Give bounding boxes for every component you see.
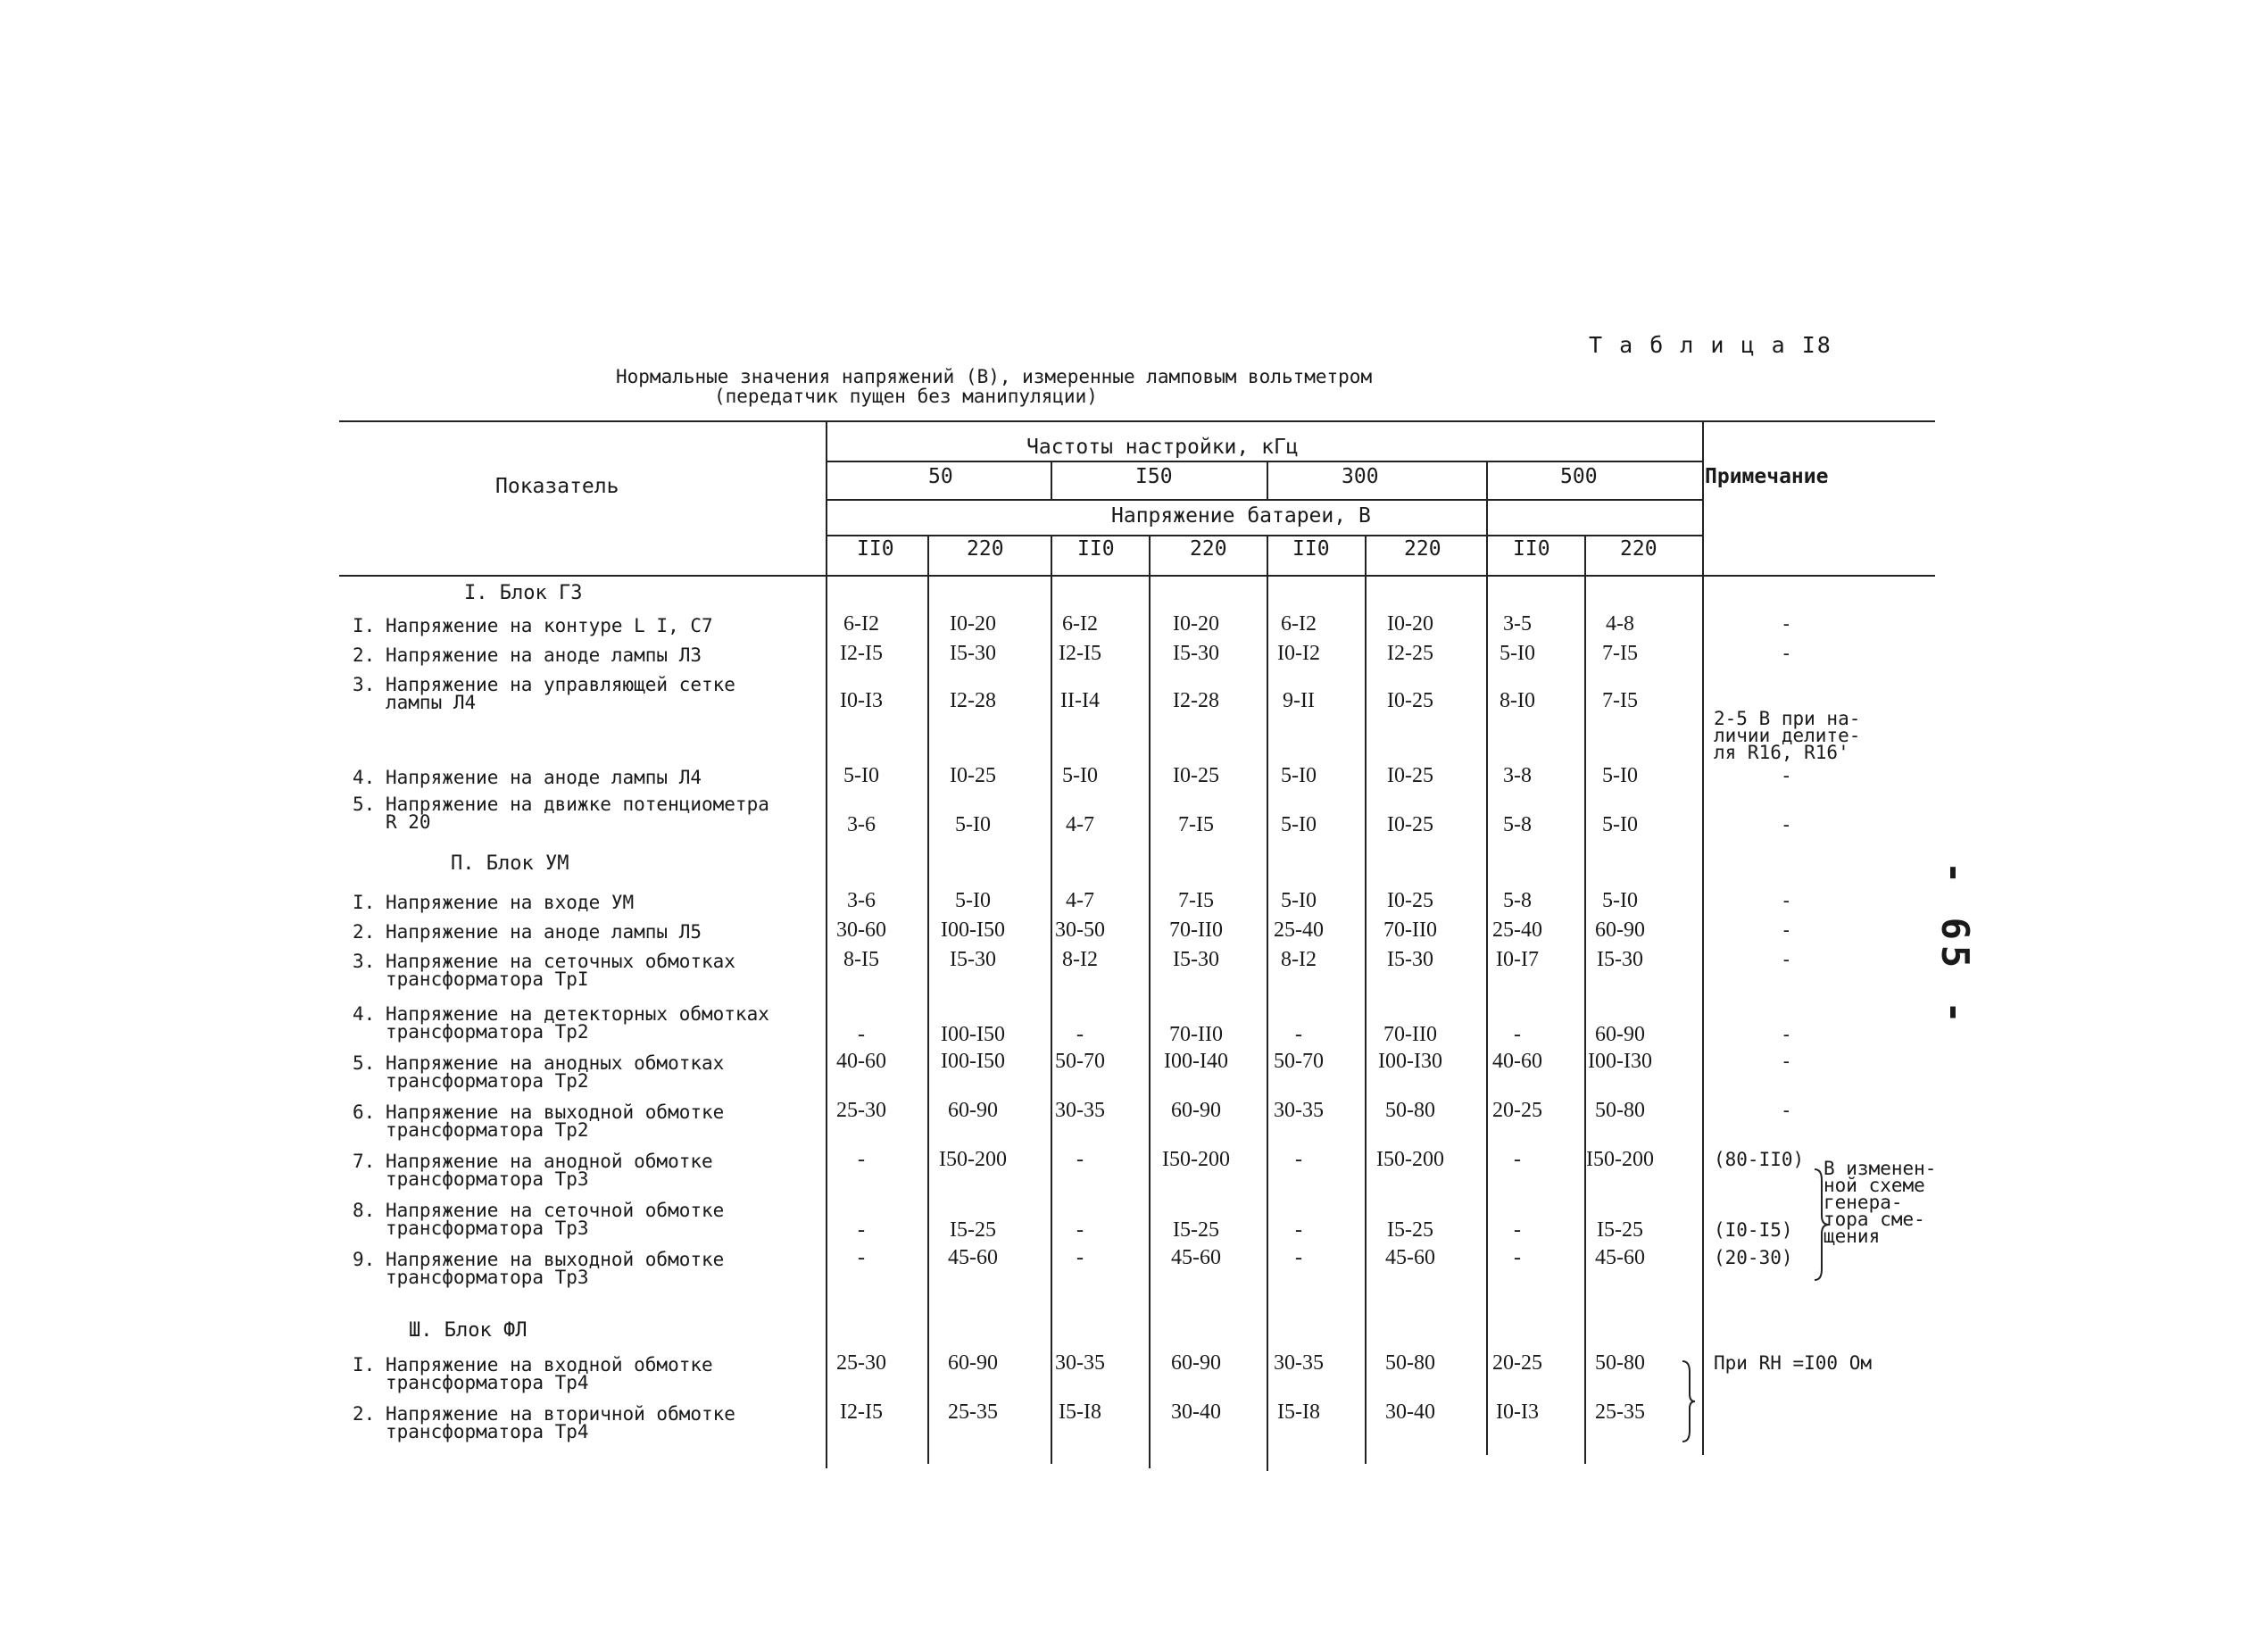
row-note <box>1714 1247 1793 1268</box>
row-note-line: - <box>1781 613 1792 635</box>
row-note <box>1781 1053 1792 1070</box>
row-label: Напряжение на сеточных обмотках <box>386 951 735 972</box>
row-note-line: - <box>1781 1024 1792 1045</box>
value-cell: 60-90 <box>1171 1351 1221 1375</box>
value-cell: 5-I0 <box>1062 764 1098 787</box>
section-title: Ш. Блок ФЛ <box>409 1319 528 1342</box>
value-cell: 5-I0 <box>1281 764 1317 787</box>
value-cell: - <box>1514 1218 1521 1242</box>
value-cell: 45-60 <box>1595 1246 1645 1269</box>
row-number: 2. <box>353 921 376 943</box>
row-note <box>1714 1151 1804 1168</box>
row-note-line: - <box>1781 1100 1792 1121</box>
row-note-line: - <box>1781 814 1792 835</box>
row-label: Напряжение на анодных обмотках <box>386 1052 725 1074</box>
value-cell: - <box>858 1148 865 1171</box>
value-cell: 6-I2 <box>843 612 879 636</box>
value-cell: I5-30 <box>1387 948 1433 971</box>
value-cell: 5-I0 <box>1602 813 1638 836</box>
value-cell: 7-I5 <box>1602 642 1638 665</box>
row-note <box>1781 1102 1792 1119</box>
value-cell: 3-5 <box>1503 612 1532 636</box>
value-cell: - <box>1514 1148 1521 1171</box>
row-note <box>1714 1219 1793 1241</box>
value-cell: 25-40 <box>1274 918 1324 942</box>
voltage-header: 220 <box>1620 537 1657 561</box>
row-note-line: ля R16, R16' <box>1714 742 1849 763</box>
voltage-header: II0 <box>1077 537 1115 561</box>
value-cell: 5-I0 <box>1281 889 1317 912</box>
value-cell: I5-30 <box>950 948 996 971</box>
row-number: 6. <box>353 1101 376 1123</box>
value-cell: 7-I5 <box>1178 813 1214 836</box>
value-cell: 5-I0 <box>1281 813 1317 836</box>
value-cell: 50-80 <box>1595 1351 1645 1375</box>
value-cell: I0-20 <box>950 612 996 636</box>
voltage-header: 220 <box>1404 537 1441 561</box>
value-cell: - <box>1076 1246 1084 1269</box>
value-cell: 5-8 <box>1503 889 1532 912</box>
value-cell: 30-35 <box>1055 1351 1105 1375</box>
value-cell: 50-80 <box>1385 1351 1435 1375</box>
value-cell: 70-II0 <box>1383 1023 1437 1046</box>
value-cell: 50-80 <box>1595 1099 1645 1122</box>
value-cell: 20-25 <box>1492 1351 1542 1375</box>
value-cell: 45-60 <box>1171 1246 1221 1269</box>
value-cell: - <box>1295 1148 1302 1171</box>
value-cell: - <box>1076 1148 1084 1171</box>
freq-300-header: 300 <box>1342 465 1379 488</box>
value-cell: 9-II <box>1283 689 1315 712</box>
value-cell: 45-60 <box>948 1246 998 1269</box>
value-cell: 30-50 <box>1055 918 1105 942</box>
value-cell: I5-30 <box>950 642 996 665</box>
value-cell: I0-I2 <box>1277 642 1320 665</box>
row-note <box>1781 765 1792 786</box>
row-label-continued: трансформатора Тр2 <box>386 1070 589 1092</box>
row-number: 2. <box>353 644 376 666</box>
value-cell: 30-40 <box>1171 1400 1221 1424</box>
table-number-label: Т а б л и ц а I8 <box>1589 332 1832 358</box>
value-cell: 3-6 <box>847 813 876 836</box>
value-cell: 25-35 <box>948 1400 998 1424</box>
value-cell: 6-I2 <box>1062 612 1098 636</box>
value-cell: 45-60 <box>1385 1246 1435 1269</box>
brace-note-line: тора сме- <box>1824 1209 1925 1230</box>
value-cell: I0-25 <box>1387 889 1433 912</box>
value-cell: I5-25 <box>1173 1218 1219 1242</box>
row-note-line: - <box>1781 949 1792 970</box>
row-note-line: личии делите- <box>1714 725 1861 746</box>
row-note <box>1781 949 1792 970</box>
value-cell: 25-40 <box>1492 918 1542 942</box>
value-cell: 40-60 <box>836 1050 886 1073</box>
value-cell: I2-25 <box>1387 642 1433 665</box>
indicator-column-header: Показатель <box>495 475 619 498</box>
value-cell: I5-30 <box>1173 642 1219 665</box>
value-cell: I50-200 <box>1162 1148 1230 1171</box>
table-title-line1: Нормальные значения напряжений (В), измеренные ламповым вольтметром <box>616 366 1373 387</box>
row-label: Напряжение на аноде лампы Л3 <box>386 644 702 666</box>
row-label: Напряжение на детекторных обмотках <box>386 1003 769 1025</box>
row-label: Напряжение на контуре L I, C7 <box>386 615 713 636</box>
value-cell: - <box>1514 1246 1521 1269</box>
value-cell: 30-35 <box>1055 1099 1105 1122</box>
freq-50-header: 50 <box>928 465 953 488</box>
value-cell: 40-60 <box>1492 1050 1542 1073</box>
row-number: 8. <box>353 1200 376 1221</box>
value-cell: - <box>1295 1218 1302 1242</box>
row-label: Напряжение на выходной обмотке <box>386 1101 725 1123</box>
row-number: 3. <box>353 951 376 972</box>
value-cell: 60-90 <box>1595 918 1645 942</box>
row-note <box>1781 919 1792 941</box>
row-label-continued: трансформатора Тр4 <box>386 1372 589 1393</box>
value-cell: I2-I5 <box>840 1400 883 1424</box>
row-note-line: - <box>1781 765 1792 786</box>
note-column-header: Примечание <box>1705 465 1829 488</box>
row-note <box>1714 708 1861 763</box>
row-number: 5. <box>353 1052 376 1074</box>
row-label-continued: лампы Л4 <box>386 692 477 713</box>
value-cell: I00-I30 <box>1588 1050 1652 1073</box>
value-cell: II-I4 <box>1060 689 1100 712</box>
row-note <box>1781 890 1792 911</box>
value-cell: I0-20 <box>1173 612 1219 636</box>
value-cell: 5-8 <box>1503 813 1532 836</box>
row-note-line: - <box>1781 643 1792 664</box>
value-cell: 60-90 <box>948 1351 998 1375</box>
value-cell: I5-25 <box>950 1218 996 1242</box>
value-cell: I00-I40 <box>1164 1050 1228 1073</box>
row-note-line: (I0-I5) <box>1714 1219 1793 1241</box>
value-cell: 7-I5 <box>1602 689 1638 712</box>
value-cell: - <box>858 1218 865 1242</box>
value-cell: 30-35 <box>1274 1351 1324 1375</box>
value-cell: 5-I0 <box>1602 889 1638 912</box>
value-cell: 50-70 <box>1055 1050 1105 1073</box>
value-cell: I0-25 <box>1387 689 1433 712</box>
row-note-line: При RН =I00 Ом <box>1714 1352 1873 1374</box>
value-cell: I0-I3 <box>1496 1400 1539 1424</box>
row-label-continued: трансформатора Тр3 <box>386 1168 589 1190</box>
value-cell: 70-II0 <box>1383 918 1437 942</box>
row-number: 3. <box>353 674 376 695</box>
row-note-line: 2-5 В при на- <box>1714 708 1861 729</box>
value-cell: 50-70 <box>1274 1050 1324 1073</box>
row-label-continued: трансформатора ТрI <box>386 968 589 990</box>
value-cell: - <box>1295 1246 1302 1269</box>
freq-500-header: 500 <box>1560 465 1598 488</box>
row-number: I. <box>353 892 376 913</box>
row-label-continued: R 20 <box>386 811 431 833</box>
voltage-header: 220 <box>967 537 1004 561</box>
value-cell: I00-I50 <box>941 918 1005 942</box>
value-cell: I0-I3 <box>840 689 883 712</box>
value-cell: 25-30 <box>836 1351 886 1375</box>
table-title-line2: (передатчик пущен без манипуляции) <box>714 386 1098 407</box>
value-cell: 5-I0 <box>843 764 879 787</box>
voltage-header: II0 <box>1513 537 1550 561</box>
value-cell: - <box>858 1246 865 1269</box>
value-cell: 7-I5 <box>1178 889 1214 912</box>
row-label: Напряжение на аноде лампы Л4 <box>386 767 702 788</box>
value-cell: - <box>858 1023 865 1046</box>
row-note-line: - <box>1781 1051 1792 1072</box>
row-note <box>1781 613 1792 635</box>
value-cell: I5-I8 <box>1277 1400 1320 1424</box>
row-label: Напряжение на управляющей сетке <box>386 674 735 695</box>
row-number: 7. <box>353 1151 376 1172</box>
value-cell: - <box>1076 1218 1084 1242</box>
row-number: 4. <box>353 767 376 788</box>
brace-note-line: генера- <box>1824 1192 1903 1213</box>
value-cell: 8-I0 <box>1500 689 1535 712</box>
row-label-continued: трансформатора Тр4 <box>386 1421 589 1442</box>
value-cell: 60-90 <box>1171 1099 1221 1122</box>
value-cell: 5-I0 <box>955 889 991 912</box>
row-label-continued: трансформатора Тр2 <box>386 1021 589 1043</box>
value-cell: I0-25 <box>950 764 996 787</box>
row-label: Напряжение на вторичной обмотке <box>386 1403 735 1425</box>
value-cell: I50-200 <box>939 1148 1007 1171</box>
row-label: Напряжение на анодной обмотке <box>386 1151 713 1172</box>
value-cell: 25-30 <box>836 1099 886 1122</box>
value-cell: I5-I8 <box>1059 1400 1101 1424</box>
frequency-header: Частоты настройки, кГц <box>1026 436 1299 459</box>
battery-voltage-header: Напряжение батареи, В <box>1111 504 1371 528</box>
value-cell: 8-I2 <box>1281 948 1317 971</box>
row-note-line: - <box>1781 919 1792 941</box>
section-title: П. Блок УМ <box>451 852 569 875</box>
value-cell: I00-I50 <box>941 1050 1005 1073</box>
value-cell: 5-I0 <box>1500 642 1535 665</box>
value-cell: 5-I0 <box>1602 764 1638 787</box>
value-cell: 8-I2 <box>1062 948 1098 971</box>
section-title: I. Блок ГЗ <box>464 582 583 604</box>
row-label-continued: трансформатора Тр3 <box>386 1218 589 1239</box>
row-note <box>1714 1352 1873 1374</box>
row-number: 4. <box>353 1003 376 1025</box>
row-label-continued: трансформатора Тр3 <box>386 1267 589 1288</box>
voltage-header: II0 <box>1292 537 1330 561</box>
value-cell: I2-I5 <box>840 642 883 665</box>
voltage-header: II0 <box>857 537 894 561</box>
value-cell: - <box>1076 1023 1084 1046</box>
value-cell: 6-I2 <box>1281 612 1317 636</box>
value-cell: I5-25 <box>1387 1218 1433 1242</box>
brace-note-line: ной схеме <box>1824 1175 1925 1196</box>
value-cell: 70-II0 <box>1169 1023 1223 1046</box>
value-cell: 4-8 <box>1606 612 1634 636</box>
row-note <box>1781 645 1792 662</box>
row-label-continued: трансформатора Тр2 <box>386 1119 589 1141</box>
row-note-line: - <box>1781 890 1792 911</box>
value-cell: 60-90 <box>1595 1023 1645 1046</box>
value-cell: 60-90 <box>948 1099 998 1122</box>
page-number: - 65 - <box>1933 861 1977 1029</box>
value-cell: I2-I5 <box>1059 642 1101 665</box>
value-cell: 25-35 <box>1595 1400 1645 1424</box>
row-number: I. <box>353 615 376 636</box>
row-number: I. <box>353 1354 376 1376</box>
value-cell: - <box>1295 1023 1302 1046</box>
value-cell: I0-20 <box>1387 612 1433 636</box>
row-number: 2. <box>353 1403 376 1425</box>
row-label: Напряжение на движке потенциометра <box>386 794 769 815</box>
value-cell: I5-30 <box>1173 948 1219 971</box>
value-cell: I00-I30 <box>1378 1050 1442 1073</box>
value-cell: 3-8 <box>1503 764 1532 787</box>
value-cell: I5-25 <box>1597 1218 1643 1242</box>
value-cell: I0-I7 <box>1496 948 1539 971</box>
brace-note-line: щения <box>1824 1226 1881 1247</box>
value-cell: I5-30 <box>1597 948 1643 971</box>
row-number: 5. <box>353 794 376 815</box>
value-cell: I2-28 <box>950 689 996 712</box>
value-cell: 30-35 <box>1274 1099 1324 1122</box>
value-cell: 30-60 <box>836 918 886 942</box>
value-cell: 4-7 <box>1066 889 1094 912</box>
value-cell: I0-25 <box>1387 764 1433 787</box>
brace-note-line: В изменен- <box>1824 1158 1937 1179</box>
row-note <box>1781 814 1792 835</box>
voltage-header: 220 <box>1190 537 1227 561</box>
value-cell: 5-I0 <box>955 813 991 836</box>
row-label: Напряжение на входной обмотке <box>386 1354 713 1376</box>
row-number: 9. <box>353 1249 376 1270</box>
value-cell: I2-28 <box>1173 689 1219 712</box>
row-note <box>1781 1026 1792 1043</box>
row-note-line: (20-30) <box>1714 1247 1793 1268</box>
brace-note <box>1824 1160 1936 1245</box>
value-cell: 4-7 <box>1066 813 1094 836</box>
row-label: Напряжение на аноде лампы Л5 <box>386 921 702 943</box>
row-label: Напряжение на выходной обмотке <box>386 1249 725 1270</box>
row-note-line: (80-II0) <box>1714 1149 1805 1170</box>
value-cell: - <box>1514 1023 1521 1046</box>
value-cell: 30-40 <box>1385 1400 1435 1424</box>
row-label: Напряжение на входе УМ <box>386 892 635 913</box>
value-cell: I00-I50 <box>941 1023 1005 1046</box>
value-cell: 8-I5 <box>843 948 879 971</box>
freq-150-header: I50 <box>1135 465 1173 488</box>
value-cell: 70-II0 <box>1169 918 1223 942</box>
row-label: Напряжение на сеточной обмотке <box>386 1200 725 1221</box>
value-cell: I50-200 <box>1376 1148 1444 1171</box>
value-cell: 50-80 <box>1385 1099 1435 1122</box>
value-cell: I50-200 <box>1586 1148 1654 1171</box>
value-cell: 3-6 <box>847 889 876 912</box>
value-cell: I0-25 <box>1387 813 1433 836</box>
value-cell: I0-25 <box>1173 764 1219 787</box>
value-cell: 20-25 <box>1492 1099 1542 1122</box>
